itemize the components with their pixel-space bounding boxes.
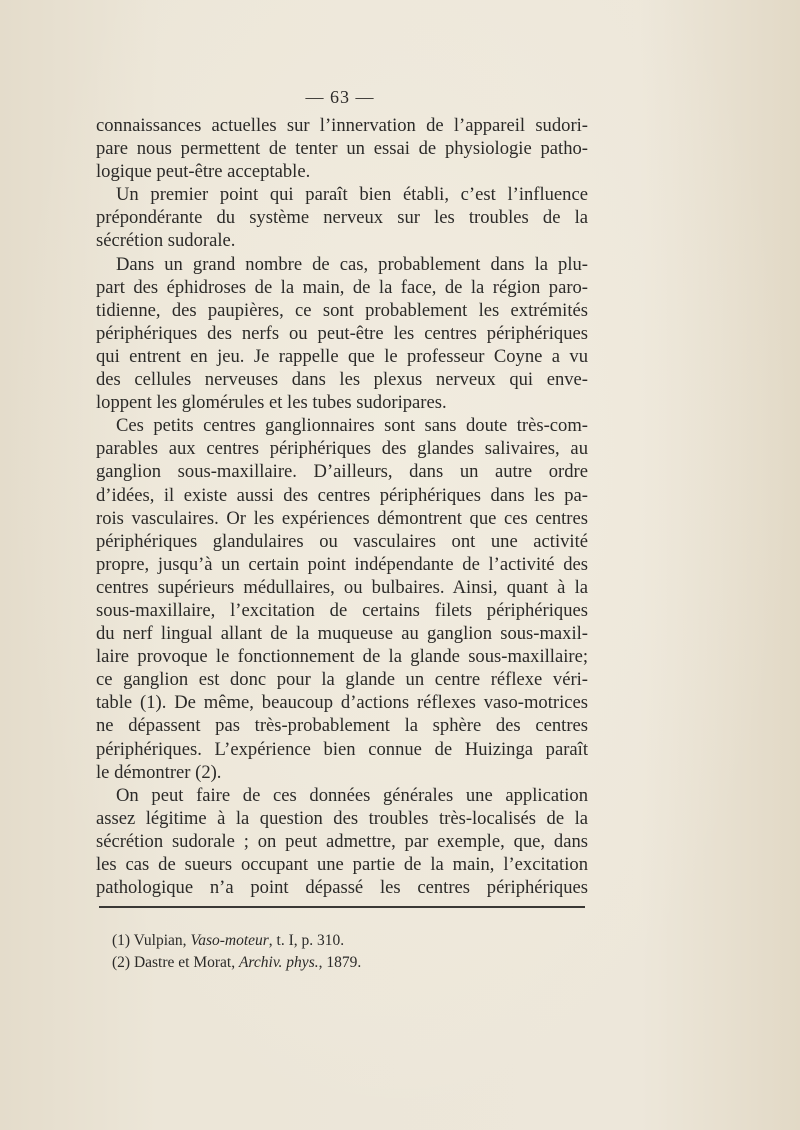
text-line: On peut faire de ces données générales une application bbox=[116, 784, 588, 806]
text-line: ce ganglion est donc pour la glande un centre réflexe véri- bbox=[96, 669, 588, 691]
text-line: sécrétion sudorale ; on peut admettre, par exemple, que, dans bbox=[96, 830, 588, 852]
page-number: — 63 — bbox=[305, 87, 375, 107]
text-line: Ces petits centres ganglionnaires sont sans doute très-com- bbox=[116, 415, 588, 437]
text-line: centres supérieurs médullaires, ou bulbaires. Ainsi, quant à la bbox=[96, 576, 588, 598]
text-line: d’idées, il existe aussi des centres périphériques dans les pa- bbox=[96, 484, 588, 506]
text-line: pare nous permettent de tenter un essai de physiologie patho- bbox=[96, 138, 588, 160]
text-line: tidienne, des paupières, ce sont probablement les extrémités bbox=[96, 299, 588, 321]
text-line: du nerf lingual allant de la muqueuse au ganglion sous-maxil- bbox=[96, 623, 588, 645]
footnote-2-title: Archiv. phys. bbox=[238, 954, 319, 971]
text-line: périphériques glandulaires ou vasculaires ont une activité bbox=[96, 530, 588, 552]
footnote-1-prefix: (1) Vulpian, bbox=[112, 932, 191, 949]
text-line: des cellules nerveuses dans les plexus nerveux qui enve- bbox=[96, 369, 588, 391]
text-line: assez légitime à la question des troubles très-localisés de la bbox=[96, 807, 588, 829]
text-line: laire provoque le fonctionnement de la glande sous-maxillaire; bbox=[96, 646, 588, 668]
text-line: qui entrent en jeu. Je rappelle que le professeur Coyne a vu bbox=[96, 345, 588, 367]
text-line: logique peut-être acceptable. bbox=[96, 161, 311, 183]
text-line: table (1). De même, beaucoup d’actions réflexes vaso-motrices bbox=[96, 692, 588, 714]
text-line: loppent les glomérules et les tubes sudoripares. bbox=[96, 392, 447, 414]
text-line: parables aux centres périphériques des glandes salivaires, au bbox=[96, 438, 588, 460]
text-line: les cas de sueurs occupant une partie de la main, l’excitation bbox=[96, 854, 588, 875]
text-line: pathologique n’a point dépassé les centres périphériques bbox=[96, 877, 588, 899]
text-line: rois vasculaires. Or les expériences démontrent que ces centres bbox=[96, 507, 588, 529]
footnote-2 bbox=[112, 952, 572, 974]
footnote-2-prefix: (2) Dastre et Morat, bbox=[112, 954, 239, 971]
text-line: ganglion sous-maxillaire. D’ailleurs, dans un autre ordre bbox=[96, 461, 588, 483]
body-text bbox=[96, 114, 588, 899]
footnote-1 bbox=[112, 930, 572, 952]
footnote-1-title: Vaso-moteur bbox=[190, 932, 269, 949]
text-line: prépondérante du système nerveux sur les troubles de la bbox=[96, 207, 588, 229]
text-line: Dans un grand nombre de cas, probablement dans la plu- bbox=[116, 253, 588, 275]
text-line: part des éphidroses de la main, de la face, de la région paro- bbox=[96, 276, 588, 298]
text-line: ne dépassent pas très-probablement la sphère des centres bbox=[96, 715, 588, 737]
text-line: périphériques. L’expérience bien connue de Huizinga paraît bbox=[96, 738, 588, 760]
text-line: connaissances actuelles sur l’innervation de l’appareil sudori- bbox=[96, 115, 588, 136]
footnote-2-suffix: , 1879. bbox=[318, 954, 362, 971]
text-line: périphériques des nerfs ou peut-être les centres périphériques bbox=[96, 322, 588, 344]
footnote-divider bbox=[99, 906, 585, 908]
footnote-1-suffix: , t. I, p. 310. bbox=[268, 932, 345, 949]
text-line: Un premier point qui paraît bien établi, c’est l’influence bbox=[116, 184, 588, 206]
text-line: le démontrer (2). bbox=[96, 761, 222, 783]
text-line: sécrétion sudorale. bbox=[96, 230, 236, 252]
footnotes bbox=[112, 930, 572, 974]
text-line: sous-maxillaire, l’excitation de certains filets périphériques bbox=[96, 599, 588, 621]
text-line: propre, jusqu’à un certain point indépendante de l’activité des bbox=[96, 553, 588, 575]
